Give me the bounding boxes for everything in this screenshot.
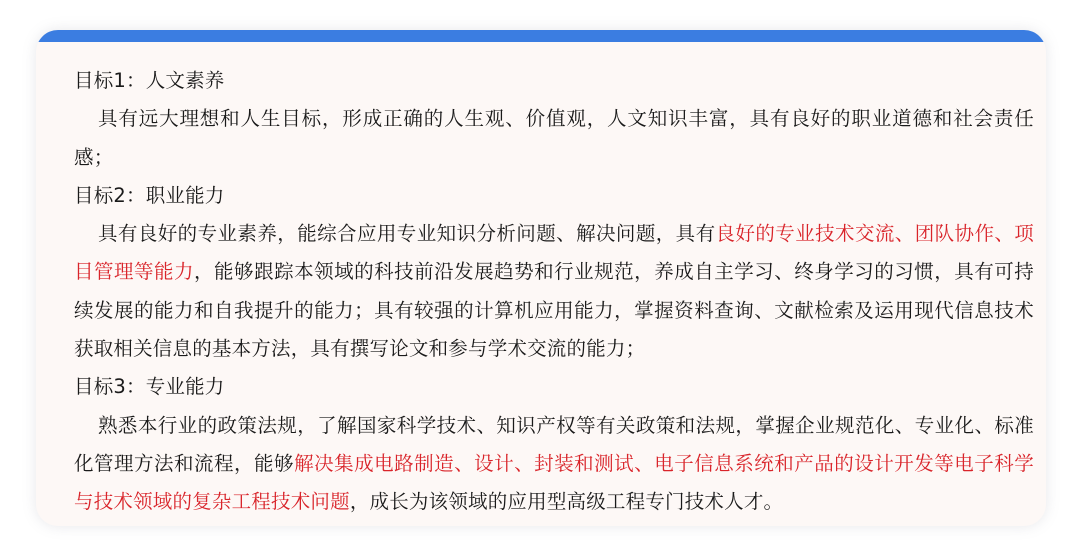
goal-3-text-part-1: 熟悉本行业的政策法规，了解国家科学技术、知识产权等有关政策和法规，掌握企业规范化、专业化、标准化管理方法和流程，能够 — [74, 413, 1034, 475]
goal-2-text-part-2: ，能够跟踪本领域的科技前沿发展趋势和行业规范，养成自主学习、终身学习的习惯，具有可持续发展的能力和自我提升的能力；具有较强的计算机应用能力，掌握资料查询、文献检索及运用现代信息技术获取相关信息的基本方法，具有撰写论文和参与学术交流的能力； — [74, 260, 1035, 361]
goal-3-highlight: 解决集成电路制造、设计、封装和测试、电子信息系统和产品的设计开发等电子科学与技术领域的复杂工程技术问题 — [74, 451, 1035, 514]
goals-content — [74, 62, 1034, 522]
goal-3-body — [74, 407, 1034, 522]
goal-2-highlight: 良好的专业技术交流、团队协作、项目管理等能力 — [74, 222, 1035, 284]
goal-1-heading: 目标1：人文素养 — [74, 69, 225, 92]
goal-2-text-part-1: 具有良好的专业素养，能综合应用专业知识分析问题、解决问题，具有 — [98, 222, 716, 246]
goals-card — [36, 30, 1046, 526]
goal-3-text-part-2: ，成长为该领域的应用型高级工程专门技术人才。 — [349, 490, 784, 514]
goal-2-heading: 目标2：职业能力 — [74, 183, 225, 207]
goal-1-text: 具有远大理想和人生目标，形成正确的人生观、价值观，人文知识丰富，具有良好的职业道德和社会责任感； — [74, 107, 1034, 169]
goal-3-heading: 目标3：专业能力 — [74, 375, 225, 399]
card-accent-bar — [36, 30, 1046, 42]
goal-1-body — [74, 100, 1034, 177]
goal-2-body — [74, 215, 1034, 368]
